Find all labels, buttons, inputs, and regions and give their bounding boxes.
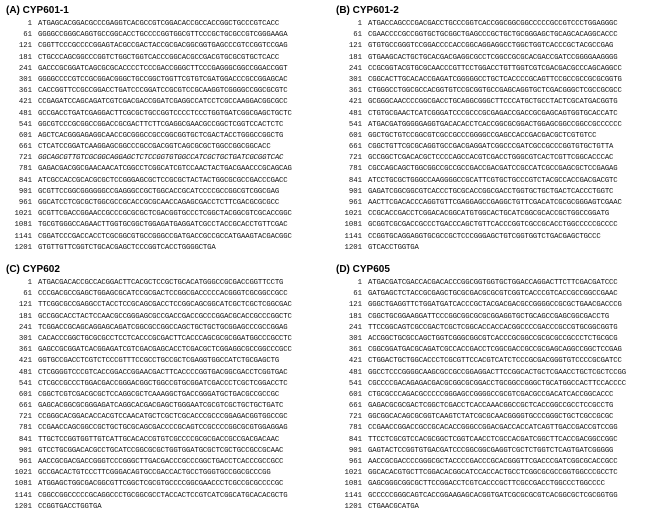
position-number: 601	[348, 390, 362, 399]
sequence-row	[6, 187, 331, 198]
nucleotide-sequence: CTCGCCGCCCTGGACGACCGGGACGGCTGGCCGTGCGGATCGACCCTCGCTCGGACCTC	[38, 379, 288, 388]
panel-cyp605	[336, 263, 661, 513]
nucleotide-sequence: CTGCGCCCAGACGCCCCCGGGAGCCGGGGCCGCGTCGACGCCGACATCACCGGCACCC	[368, 390, 614, 399]
position-number: 301	[348, 334, 362, 343]
nucleotide-sequence: GAGACGACGGCGAACAACATCGGCCTCGGCATCGTCCAACTACTGACGAACCCGCAGCAG	[38, 165, 292, 174]
nucleotide-sequence: CGGCTGTTCGCGCAGGTGCCGACGAGGATCGGCCCGATCGCCGCCCGGTGTGCTGTTA	[368, 143, 614, 152]
sequence-row	[336, 176, 661, 187]
position-number: 961	[348, 199, 362, 207]
sequence-row	[6, 86, 331, 97]
sequence-row	[6, 243, 331, 254]
position-number: 1081	[14, 221, 32, 230]
position-number: 781	[348, 165, 362, 174]
sequence-row	[6, 435, 331, 446]
sequence-row	[336, 435, 661, 446]
nucleotide-sequence: GGCACACGTGCTTCGGACACGGCATCCACCACTGCCTCGGCGCGCCGGTGGCCCGCCTC	[368, 469, 618, 478]
nucleotide-sequence: CCGAACCGGACCGCCGCACACCGGGCCGGACGACCACCATCAGTTGACCGACCGTCCGG	[368, 424, 618, 433]
nucleotide-sequence: GCCCCCGGGCAGTCACCGGAAGAGCACGGTGATCGCGCGCGTCACGGCGCTCGCGGTGG	[368, 491, 618, 500]
sequence-row	[6, 220, 331, 231]
nucleotide-sequence: CGGATCCCGACCACCTCGCGGCGTGCCGGGCCGATGACCGCCGCCATGAAGTACGACGGC	[38, 232, 292, 241]
sequence-row	[336, 457, 661, 468]
sequence-block	[6, 278, 331, 513]
nucleotide-sequence: GATGAGCTCTACCGCGAGCTGCGCGACGCGCGTCGGTCACCCGTCACCGCCGGCCGAAC	[368, 290, 618, 299]
sequence-row	[336, 312, 661, 323]
position-number: 301	[18, 334, 32, 343]
position-number: 721	[18, 154, 32, 163]
panel-title: (C) CYP602	[6, 264, 60, 275]
nucleotide-sequence: TCGGACCGCAGCAGGAGCAGATCGGCGCCGGCCAGCTGCTGCTGCGGAGCCCGCCGGAG	[38, 323, 288, 332]
position-number: 901	[348, 446, 362, 455]
nucleotide-sequence: TTCCGGCAGTCGCCGACTCGCTCGGCACCACCACGGCCCCGACCCGCCGTGCGGCGGTG	[368, 323, 618, 332]
nucleotide-sequence: CTGTGCGAACTCATCGGGATCCCGCCCGCGAGACCGACCGCGAGCAGTGGTGCACCATC	[368, 109, 618, 118]
position-number: 781	[18, 165, 32, 174]
nucleotide-sequence: CTGGACTGCTGGCACCCTCGCGTTCCACGTCATCTCCCGCGACGGGTGTCCCCGCGATCC	[368, 357, 622, 366]
nucleotide-sequence: GGGGCCGGGCAGGTGCCGGCACCTGCCCCGGTGGCGTTCCCGCTGCGCCGTCGGGAAGA	[38, 31, 288, 40]
sequence-row	[6, 379, 331, 390]
position-number: 241	[348, 64, 362, 73]
sequence-row	[6, 312, 331, 323]
sequence-row	[6, 502, 331, 513]
position-number: 901	[18, 187, 32, 196]
nucleotide-sequence: AACCGCGACCCCGGGCGCTACCCCGACCCGCACGGGTTCGACCCGATCGGCGCACCGCC	[368, 458, 618, 466]
position-number: 541	[348, 120, 362, 129]
sequence-row	[6, 198, 331, 209]
sequence-row	[336, 41, 661, 52]
sequence-row	[336, 334, 661, 345]
nucleotide-sequence: CTCGGGGTCCCGTCACCGGACCGGAACGACTTCACCCCGGTGACGGCGACCTCGGTGAC	[38, 368, 288, 377]
sequence-row	[6, 423, 331, 434]
position-number: 1201	[14, 243, 32, 252]
sequence-row	[336, 446, 661, 457]
nucleotide-sequence: AACCGCGACGACCGGGTCCCGGGCTTGACGACCCGCCCGGCTGACCTCACCCGCCGCC	[38, 458, 284, 466]
position-number: 1021	[344, 210, 362, 219]
position-number: 841	[348, 176, 362, 185]
sequence-row	[336, 187, 661, 198]
position-number: 1081	[344, 480, 362, 489]
nucleotide-sequence: GCCGGCTCGACACGCTCCCCAGCCACGTCGACCTGGGCGTCACTCGTTCGGCACCCAC	[368, 154, 614, 163]
position-number: 1201	[344, 502, 362, 511]
sequence-row	[6, 75, 331, 86]
nucleotide-sequence: ATGACGATGGGGGAGGTGACACACCTCACCGGCGCGGACTGGAGCGGCCGGCCGCCCCCC	[368, 120, 622, 129]
position-number: 1	[27, 20, 32, 28]
position-number: 661	[18, 143, 32, 152]
nucleotide-sequence: TTGCTCCGGTGGTTGTCATTGCACACCGTGTCGCCCCGCGCGACCGCCGACGACAAC	[38, 435, 280, 444]
position-number: 1081	[344, 221, 362, 230]
sequence-row	[6, 368, 331, 379]
sequence-row	[6, 412, 331, 423]
position-number: 1081	[14, 480, 32, 489]
sequence-row	[336, 109, 661, 120]
nucleotide-sequence: CCGGTGACCTGGTGA	[38, 502, 102, 511]
sequence-row	[6, 30, 331, 41]
position-number: 961	[348, 458, 362, 466]
position-number: 1021	[14, 469, 32, 478]
sequence-row	[6, 97, 331, 108]
sequence-row	[6, 345, 331, 356]
sequence-row	[6, 323, 331, 334]
sequence-row	[336, 131, 661, 142]
nucleotide-sequence: GCCGGCACCTACTCCAACGCCGGGAGCGCCGACCGACCGCCCGGACGCACCGCCCGGCTC	[38, 312, 292, 321]
nucleotide-sequence: GCGTTCGACCGGAACCGCCCGCGCGCTCGACGGTGCCCTCGGCTACGGCGTCGCACCGGC	[38, 210, 292, 219]
nucleotide-sequence: CACCGGTTCCGCCGGACCTGATCCCGGATCCGCGTCCGCAAGGTCGGGGCCGGCGCGTC	[38, 87, 288, 96]
position-number: 901	[348, 187, 362, 196]
sequence-row	[336, 64, 661, 75]
nucleotide-sequence: TTCGGCGCCGAGGCCTACCTCCGCAGCGACCTCCGGCAGCGGCATCGCTCGCTCGGCGAC	[38, 301, 292, 310]
nucleotide-sequence: GTGTGCCGGGTCCGGACCCCACCGGCAGGAGGCCTGGCTGGTCACCCGCTACGCCGAG	[368, 42, 614, 51]
position-number: 1021	[344, 469, 362, 478]
nucleotide-sequence: GCGGTCGCGACCGCCCTGACCCAGCTGTTCACCCGGTCGCCGCACCTGGCCCCCGCCCC	[368, 221, 618, 230]
position-number: 1141	[14, 232, 32, 241]
sequence-row	[6, 289, 331, 300]
position-number: 481	[18, 368, 32, 377]
position-number: 361	[348, 346, 362, 355]
nucleotide-sequence: ATGACCAGCCCGACGACCTGCCCGGTCACCGGCGGCGGCCCCCGCCGTCCCTGGAGGGC	[368, 20, 618, 28]
nucleotide-sequence: CCCGACGCCGAGCTGGAGCGCATCCGCGACTCCGGCGACCCCCACGGGTCGCGGCCGCC	[38, 290, 288, 299]
sequence-row	[336, 289, 661, 300]
sequence-row	[336, 345, 661, 356]
nucleotide-sequence: GAGCACGGCGCGGGAGATCAGGCACGACGAGCTGGGAATCGCGTCGCTGCTGCTGATC	[38, 402, 284, 411]
sequence-row	[6, 131, 331, 142]
position-number: 841	[348, 435, 362, 444]
sequence-row	[336, 368, 661, 379]
sequence-row	[336, 209, 661, 220]
position-number: 541	[18, 379, 32, 388]
panel-cyp601-1	[6, 4, 331, 254]
position-number: 661	[348, 402, 362, 411]
nucleotide-sequence: CTGCCCAGCGGCCCGGTCTGGCTGGTCACCCGGCACGCCGACGTGCGCGTGCTCACC	[38, 53, 280, 62]
nucleotide-sequence: CGCCAGCAGCTGGCGGCCGCCGCCGACCGACGATCCGCCATCGCCGAGCGCTCCGAGAG	[368, 165, 618, 174]
nucleotide-sequence: GCGGGCAACCCCGGCGACCTGCAGGCGGGCTTCCCATGCTGCCTACTCGCATGACGGTG	[368, 98, 618, 107]
panel-title: (D) CYP605	[336, 264, 390, 275]
position-number: 181	[18, 312, 32, 321]
nucleotide-sequence: CCGCACCGACCTCGGACACGGCATGTGGCACTGCATCGGCGCACCGCTGGCCGGATG	[368, 210, 610, 219]
position-number: 541	[18, 120, 32, 129]
nucleotide-sequence: ATGACGACACCGCCACGGACTTCACGCTCCGCTGCACATGGGCCGCGACCGGTTCCTG	[38, 279, 284, 287]
position-number: 541	[348, 379, 362, 388]
nucleotide-sequence: AGCTCACGGGAGAGGCAACCGCGGGCCGCCGGCGGTGCTCGACTACCTGGGCCGGCTG	[38, 131, 284, 140]
nucleotide-sequence: CCGAACCAGCGGCCGCTGCTGCGCAGCGACCCCGCAGTCCGCCCCGGCGCGTGGAGGAG	[38, 424, 288, 433]
sequence-row	[6, 491, 331, 502]
nucleotide-sequence: CCGGGCACGGACACCACGTCCAACATGCTCGCTCGCACCCGCCCGGAGACGGTGGCCGC	[38, 413, 288, 422]
nucleotide-sequence: GGGGCCCCGTCCGCGGACGGGCTGCCGGCTGGTTCGTGTCGATGGACCCGCCGGAGCAC	[38, 75, 288, 84]
nucleotide-sequence: CGGCGGATGACGCAGATCGCCACCGACCTCGGCGACCGCCGCGAGCAGGCCGGCTCCGAG	[368, 346, 622, 355]
position-number: 361	[18, 87, 32, 96]
position-number: 301	[18, 75, 32, 84]
sequence-row	[336, 97, 661, 108]
panel-title: (A) CYP601-1	[6, 5, 69, 16]
sequence-row	[336, 30, 661, 41]
sequence-row	[6, 479, 331, 490]
sequence-row	[6, 209, 331, 220]
sequence-row	[6, 278, 331, 289]
nucleotide-sequence: CCGCGGTACGTGCGCAACCCGTTCCTGGACCTGTTGGTCGTCGACGACGCCCAGCAGGCC	[368, 64, 622, 73]
sequence-row	[6, 153, 331, 164]
sequence-block	[6, 19, 331, 254]
sequence-row	[6, 41, 331, 52]
sequence-row	[336, 120, 661, 131]
sequence-row	[336, 232, 661, 243]
sequence-row	[6, 457, 331, 468]
sequence-row	[6, 390, 331, 401]
sequence-row	[6, 468, 331, 479]
nucleotide-sequence: GTGAAGCACTGCTGCACGACGAGGCGCCTCGGCCGCGCACGACCGATCCGGGGAAGGGG	[368, 53, 618, 62]
panel-cyp601-2	[336, 4, 661, 254]
nucleotide-sequence: GAGTACTCCGGTGTGACGATCCCGGCGGCGAGGTCGCTCTGGTCTCAGTGATCGGGGG	[368, 446, 614, 455]
position-number: 181	[348, 312, 362, 321]
position-number: 601	[18, 131, 32, 140]
sequence-row	[6, 120, 331, 131]
position-number: 721	[18, 413, 32, 422]
nucleotide-sequence: CGCCCCGACAGAGACGACGCGGCGCGGACCTGCGGCCGGGCTGCATGGCCACTTCCACCCC	[368, 379, 626, 388]
sequence-row	[336, 412, 661, 423]
nucleotide-sequence: GGCGGCACAGCGCGGTCAAGTCTATCGCGCAACGGGGTGCCCGGGCTGCTCGCCGCGC	[368, 413, 614, 422]
position-number: 901	[18, 446, 32, 455]
nucleotide-sequence: ACCGGCTGCGCCAGCTGGTCGGGCGGCGTCACCCGCGGCCGCGCGCCGCCCTCTGCGCG	[368, 334, 618, 343]
nucleotide-sequence: TGCGTGGGCCAGAACTTGGTGCGGCTGGAGATGAGGATCGCCTACCGCACCTGTTCGAC	[38, 221, 288, 230]
sequence-block	[336, 278, 661, 513]
nucleotide-sequence: CTGGGCCTGGCGCCACGGTGTCCGCGGTGCCGAGCAGGTGCTCGACGGGCTCGCCGCGCC	[368, 87, 622, 96]
nucleotide-sequence: GGCTGCTGTCCGGCGTCGCCGCCCGGGGCCGAGCCACCGACGACGCTCGTGTCC	[368, 131, 597, 140]
nucleotide-sequence: GAGATCGGCGGCGTCACCCTGCGCACCGGCGACCTGGTGCTGCTGACTCACCCTGGTC	[368, 187, 614, 196]
nucleotide-sequence: GCGTTCCGGCGGGGGGCCGAGGGCCGCTGGCACCGCATCCCCGCCGGCGTCGGCGAG	[38, 187, 280, 196]
nucleotide-sequence: ATGGAGCTGGCGACGGCGTTCGGCTCGCGTGCCCCGGCGAACCCTCGCCGCGCCCCGC	[38, 480, 284, 489]
nucleotide-sequence: CGGTTCCCGCCCCGGAGTACGCCGACTACCGCGACGGCGGTGAGCCCGTCCGGTCCGAG	[38, 42, 288, 51]
sequence-row	[336, 468, 661, 479]
sequence-row	[6, 19, 331, 30]
sequence-row	[336, 142, 661, 153]
nucleotide-sequence: GAGACGCGCGACTCGGCTCGACCTCACCAAACGGCCGCTCACCGGCCGCCTCCGCCTG	[368, 402, 614, 411]
nucleotide-sequence: GCCGACCTGATCGAGGACTTCGCGCTGCCGGTCCCCTCCCTGGTGATCGGCGAGCTGCTC	[38, 109, 292, 118]
nucleotide-sequence: CGGCCGGCCCCCGCAGGCCCTGCGGCGCCTACCACTCCGTCATCGGCATGCACACGCTG	[38, 491, 288, 500]
nucleotide-sequence: GGCGTCCCGCGGCCGGACCGCGACTTCTTCGAGGCGAACGCCGGCTCGGTCCACTCTC	[38, 120, 284, 129]
position-number: 1	[357, 20, 362, 28]
sequence-row	[336, 401, 661, 412]
nucleotide-sequence: CTGAACGCATGA	[368, 502, 419, 511]
sequence-row	[336, 300, 661, 311]
position-number: 121	[18, 301, 32, 310]
nucleotide-sequence: GTCACCTGGTGA	[368, 243, 419, 252]
position-number: 601	[18, 390, 32, 399]
nucleotide-sequence: TTCCTCGCGTCCACGCGGCTCGGTCAACCTCGCCACGATCGGCTTCACCGACGGCCGGC	[368, 435, 618, 444]
nucleotide-sequence: CACACCCGGCTGCGCGCCTCCTCACCCGCGACTTCACCCAGCGCGCGGATGGCCCGCCTC	[38, 334, 292, 343]
position-number: 181	[18, 53, 32, 62]
nucleotide-sequence: GGCCTCCCGGGGCAAGCGCCGCCGGAGGACTTCCGGCACTGCTCGAACCTGCTCGCTCCGG	[368, 368, 626, 377]
nucleotide-sequence: CGAACCCCGCCGGTGCTGCGGCTGAGCCCGCTGCTGCGGGAGCTGCAGCACAGGCACCC	[368, 31, 618, 40]
sequence-row	[336, 379, 661, 390]
sequence-row	[336, 390, 661, 401]
sequence-row	[6, 109, 331, 120]
nucleotide-sequence: GGCATCCTCGCGCTGGCGCCGCACCGCGCAACCAGAGCGACCTCTTCGACGCGCGCC	[38, 199, 280, 207]
nucleotide-sequence: CGGCTGCGGAAGGATTCCCGGCGGCGCGCGGAGGTGCTGCAGCCGAGCGGCGACCTG	[368, 312, 610, 321]
position-number: 481	[348, 109, 362, 118]
position-number: 421	[18, 98, 32, 107]
sequence-row	[336, 502, 661, 513]
sequence-row	[336, 75, 661, 86]
position-number: 241	[18, 323, 32, 332]
sequence-row	[336, 356, 661, 367]
position-number: 361	[348, 87, 362, 96]
position-number: 841	[18, 435, 32, 444]
position-number: 121	[348, 42, 362, 51]
sequence-row	[336, 198, 661, 209]
sequence-row	[6, 176, 331, 187]
nucleotide-sequence: ATGAGCACGGACGCCCGAGGTCACGCCGTCGGACACCGCCACCGGCTGCCCGTCACC	[38, 20, 280, 28]
position-number: 361	[18, 346, 32, 355]
position-number: 241	[18, 64, 32, 73]
sequence-row	[6, 64, 331, 75]
position-number: 61	[353, 31, 362, 40]
position-number: 421	[18, 357, 32, 366]
sequence-row	[6, 232, 331, 243]
sequence-row	[336, 278, 661, 289]
sequence-row	[6, 446, 331, 457]
nucleotide-sequence: GGTGCCGACCTCGTCTCCCGTTTCCGCCTGCCGCTCGAGGTGGCCATCTGCGAGCTG	[38, 357, 280, 366]
nucleotide-sequence: GAGCGGGCGGCGCTTCCGGACCTCGTCACCCGCTTCGCCGACCTGGCCCTGGCCCC	[368, 480, 605, 489]
position-number: 61	[353, 290, 362, 299]
position-number: 1201	[344, 243, 362, 252]
sequence-row	[336, 164, 661, 175]
position-number: 241	[348, 323, 362, 332]
nucleotide-sequence: GGGCTGAGGTTCTGGATGATCACCCGCTACGACGACGCCGGGGCCGCGCTGAACGACCCG	[368, 301, 622, 310]
sequence-row	[336, 423, 661, 434]
position-number: 61	[23, 290, 32, 299]
position-number: 1021	[14, 210, 32, 219]
position-number: 601	[348, 131, 362, 140]
position-number: 1141	[14, 491, 32, 500]
position-number: 421	[348, 357, 362, 366]
sequence-row	[336, 220, 661, 231]
nucleotide-sequence: AACTTCGACACCCAGGTGTTCGAGGAGCCGAGGCTGTTCGACATCGCGCGGGAGTCGAAC	[368, 199, 622, 207]
nucleotide-sequence: CCGAGATCCAGCAGATCGTCGACGACCGGATCGAGGCCATCCTCGCCAAGGACGGCGCC	[38, 98, 288, 107]
position-number: 781	[348, 424, 362, 433]
sequence-row	[6, 356, 331, 367]
position-number: 1	[27, 279, 32, 287]
sequence-row	[336, 19, 661, 30]
nucleotide-sequence: CGGCACTTGCACACCGAGATCGGGGGCCTGCTCACCCCGCAGTTCCGCCGCCGCGCGGTG	[368, 75, 622, 84]
sequence-row	[6, 142, 331, 153]
sequence-row	[336, 323, 661, 334]
position-number: 481	[348, 368, 362, 377]
position-number: 481	[18, 109, 32, 118]
position-number: 1141	[344, 232, 362, 241]
position-number: 961	[18, 199, 32, 207]
sequence-row	[6, 53, 331, 64]
position-number: 1141	[344, 491, 362, 500]
nucleotide-sequence: ATCCTGCGCTGGGCCAAGGGGCCGCATTCGTGCTGCCCGTCTACGCCACCGACGACGTC	[368, 176, 618, 185]
position-number: 1201	[14, 502, 32, 511]
sequence-row	[6, 164, 331, 175]
nucleotide-sequence: CCGGTGCAGGAGGTGCGCCGCTCCCGGGAGCTGTCGGTGGTCTGACGAGCTGCCC	[368, 232, 601, 241]
position-number: 181	[348, 53, 362, 62]
nucleotide-sequence: GTCCTGCGGACACGCCTGCATCCGGCGCGCTGGTGGATGCGCTCGCTGCCGCCGCAAC	[38, 446, 284, 455]
position-number: 721	[348, 413, 362, 422]
nucleotide-sequence: GGCAGCGTTGTCGCGGCAGGAGCTCTCCGGTGTGGCCATCGCTGCTGATCGCGGTCAC	[38, 154, 284, 163]
sequence-row	[6, 334, 331, 345]
position-number: 1	[357, 279, 362, 287]
sequence-row	[6, 401, 331, 412]
panel-cyp602	[6, 263, 331, 513]
position-number: 841	[18, 176, 32, 185]
nucleotide-sequence: GCCGACACTGTCCCTTCGGGACAGTGCCGACCACTGCCTGGGTGCCGGCGCCCGG	[38, 469, 271, 478]
sequence-row	[336, 53, 661, 64]
nucleotide-sequence: CTCATCCGGATCAAGGAGCGGCCCGCCGACGGTCAGCGCGCTGGCCGGCGGCACC	[38, 143, 271, 152]
position-number: 961	[18, 458, 32, 466]
position-number: 781	[18, 424, 32, 433]
position-number: 661	[18, 402, 32, 411]
sequence-row	[6, 300, 331, 311]
sequence-row	[336, 153, 661, 164]
panel-title: (B) CYP601-2	[336, 5, 399, 16]
sequence-row	[336, 243, 661, 254]
position-number: 61	[23, 31, 32, 40]
nucleotide-sequence: ATCGCCACCGCACGCGCTCCGGGAGCGCTCCGCGCTACTACTGGCGCGCCGACCCGACC	[38, 176, 288, 185]
nucleotide-sequence: GACCCGCGGATCAGCGCGCACCCCTCCCGACCGGGCTTCCCGAGGGCGGCCGGACCGGT	[38, 64, 288, 73]
sequence-block	[336, 19, 661, 254]
nucleotide-sequence: GTGTTGTTCGGTCTGCACGAGCTCCCGGTCACCTGGGGCTGA	[38, 243, 216, 252]
position-number: 121	[18, 42, 32, 51]
position-number: 121	[348, 301, 362, 310]
sequence-row	[336, 491, 661, 502]
sequence-row	[336, 86, 661, 97]
position-number: 721	[348, 154, 362, 163]
nucleotide-sequence: CGGCTCGTCGACGCGCTCCAGGCGCTCAAAGGCTGACCGGGATGCTGACGCCGCCGC	[38, 390, 280, 399]
nucleotide-sequence: GAGCCGCGGATCACGGAGATCGTCGACGAGCACCTCGACGCTCGGAGGCGCCGGCCCGCC	[38, 346, 292, 355]
sequence-row	[336, 479, 661, 490]
position-number: 421	[348, 98, 362, 107]
nucleotide-sequence: ATGACGATCGACCACGACACCCGGCGGTGGTGCTGGACCAGGACTTCTTCGACGATCCC	[368, 279, 618, 287]
position-number: 301	[348, 75, 362, 84]
position-number: 661	[348, 143, 362, 152]
